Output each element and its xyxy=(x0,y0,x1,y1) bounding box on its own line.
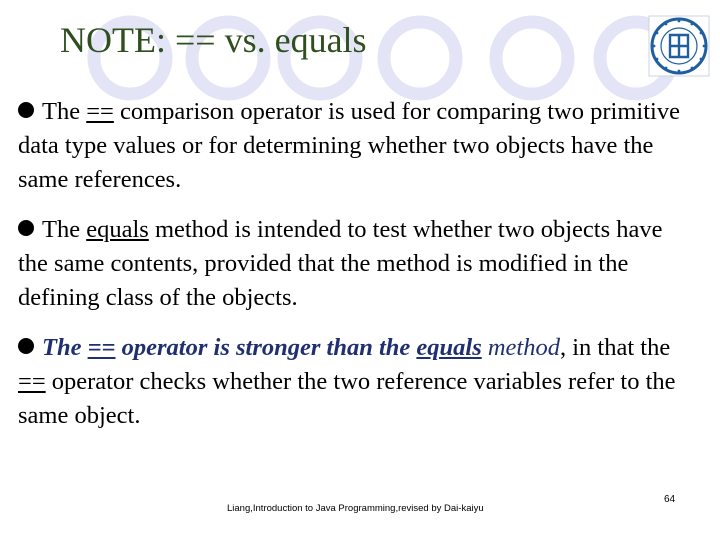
page-number: 64 xyxy=(664,494,676,505)
slide-title: NOTE: == vs. equals xyxy=(60,20,367,60)
operator-keyword: == xyxy=(18,368,46,395)
operator-keyword: == xyxy=(87,334,116,361)
method-keyword: equals xyxy=(416,334,482,361)
university-seal-icon xyxy=(648,15,710,77)
bullet-item-2: The equals method is intended to test whether two objects have the same contents, provided that the method is modified in the defining class of the objects. xyxy=(18,216,663,311)
bullet-dot-icon xyxy=(18,220,34,236)
bullet-dot-icon xyxy=(18,102,34,118)
bullet-item-3: The == operator is stronger than the equals method, in that the == operator checks whether the two reference variables refer to the same object. xyxy=(18,334,676,429)
bullet-item-1: The == comparison operator is used for comparing two primitive data type values or for determining whether two objects have the same references. xyxy=(18,98,680,193)
footer-credit: Liang,Introduction to Java Programming,revised by Dai-kaiyu xyxy=(227,503,484,514)
method-keyword: equals xyxy=(86,216,149,243)
bullet-dot-icon xyxy=(18,338,34,354)
operator-keyword: == xyxy=(86,98,114,125)
